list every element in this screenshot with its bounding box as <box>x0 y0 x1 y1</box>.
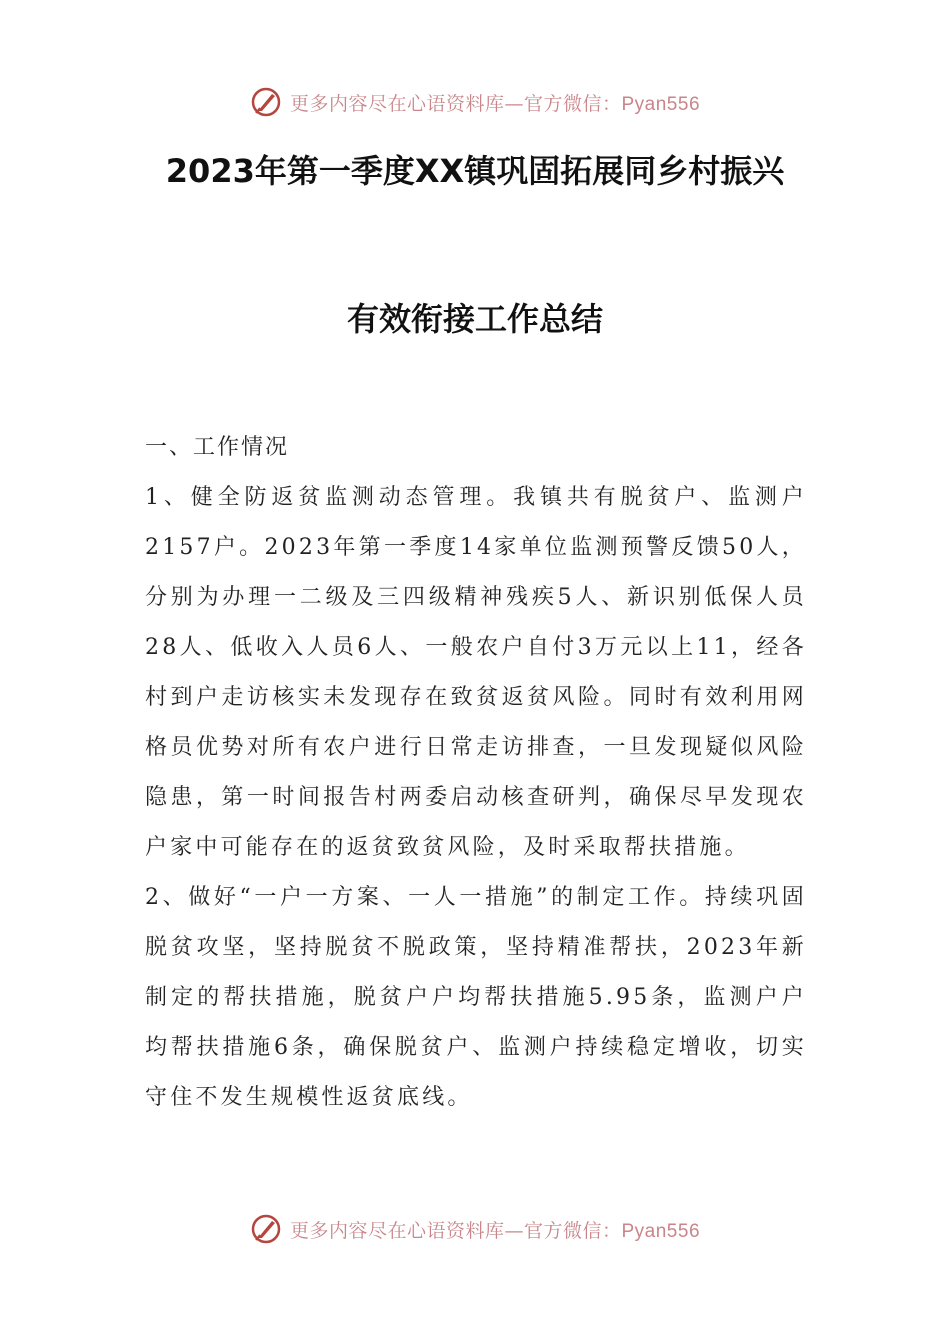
document-title-line-1: 2023年第一季度XX镇巩固拓展同乡村振兴 <box>165 152 785 190</box>
watermark-text: 更多内容尽在心语资料库—官方微信：Pyan556 <box>289 92 701 115</box>
document-title-line-2: 有效衔接工作总结 <box>346 300 603 338</box>
watermark-banner-top <box>0 80 950 124</box>
document-body <box>145 423 807 1123</box>
section-heading: 一、工作情况 <box>145 435 290 460</box>
paragraph-1: 1、健全防返贫监测动态管理。我镇共有脱贫户、监测户2157户。2023年第一季度14家单位监测预警反馈50人，分别为办理一二级及三四级精神残疾5人、新识别低保人员28人、低收入人员6人、一般农户自付3万元以上11，经各村到户走访核实未发现存在致贫返贫风险。同时有效利用网格员优势对所有农户进行日常走访排查，一旦发现疑似风险隐患，第一时间报告村两委启动核查研判，确保尽早发现农户家中可能存在的返贫致贫风险，及时采取帮扶措施。 <box>145 485 807 860</box>
paragraph-2: 2、做好“一户一方案、一人一措施”的制定工作。持续巩固脱贫攻坚，坚持脱贫不脱政策，坚持精准帮扶，2023年新制定的帮扶措施，脱贫户户均帮扶措施5.95条，监测户户均帮扶措施6条，确保脱贫户、监测户持续稳定增收，切实守住不发生规模性返贫底线。 <box>145 885 807 1110</box>
quill-logo-icon <box>250 1213 282 1245</box>
watermark-banner-bottom <box>0 1207 950 1251</box>
watermark-text: 更多内容尽在心语资料库—官方微信：Pyan556 <box>289 1219 701 1242</box>
quill-logo-icon <box>250 86 282 118</box>
